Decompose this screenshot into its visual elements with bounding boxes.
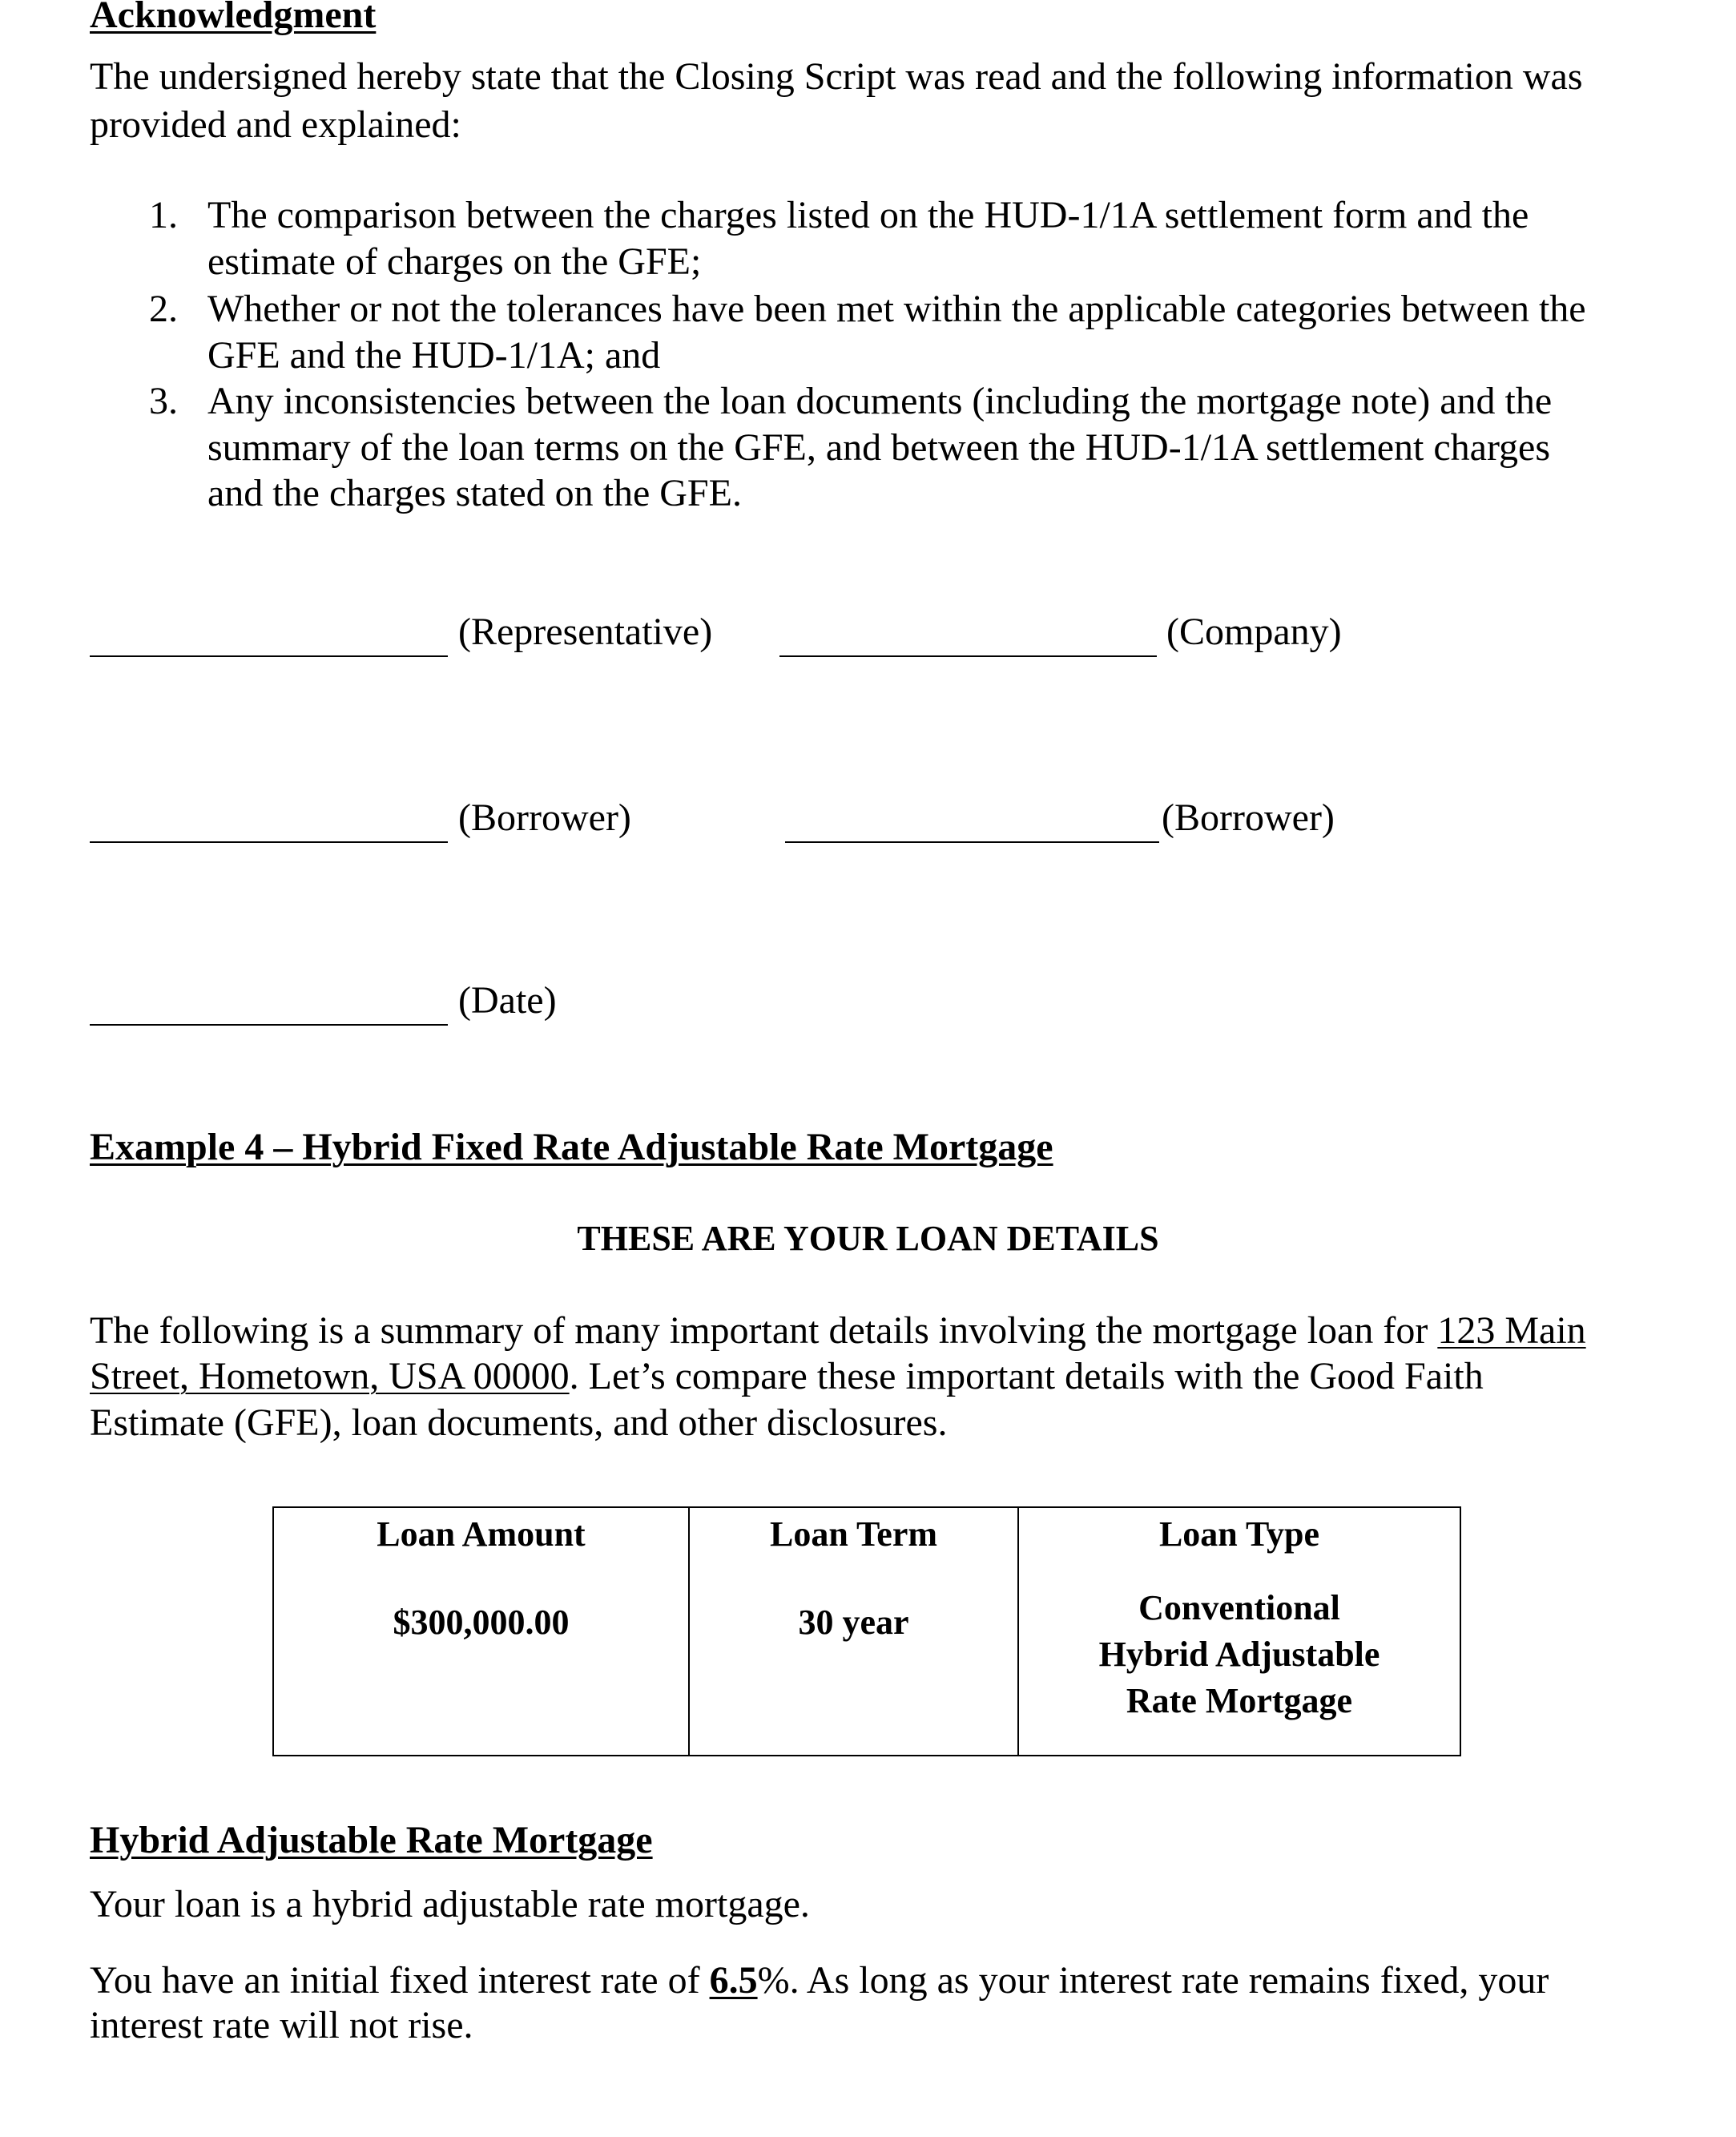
- list-item-line: GFE and the HUD-1/1A; and: [207, 334, 661, 377]
- list-item-line: estimate of charges on the GFE;: [207, 240, 702, 283]
- borrower-label-2: (Borrower): [1162, 796, 1335, 839]
- summary-line: [90, 1308, 1586, 1354]
- loan-term-header: Loan Term: [769, 1514, 938, 1554]
- acknowledgment-heading: Acknowledgment: [90, 0, 377, 36]
- list-number: 1.: [149, 194, 178, 236]
- interest-rate: 6.5: [709, 1959, 758, 2002]
- loan-amount-cell: [273, 1507, 689, 1756]
- rate-line: [90, 1958, 1549, 2004]
- summary-line: [90, 1353, 1484, 1400]
- list-item-line: summary of the loan terms on the GFE, and between the HUD-1/1A settlement charges: [207, 426, 1551, 469]
- list-item-line: Any inconsistencies between the loan documents (including the mortgage note) and the: [207, 380, 1553, 422]
- borrower-signature-line[interactable]: [90, 841, 448, 843]
- rate-text: %. As long as your interest rate remains fixed, your: [757, 1959, 1549, 2002]
- loan-type-value: Conventional: [1138, 1588, 1340, 1627]
- loan-term-cell: [689, 1507, 1018, 1756]
- list-item-line: and the charges stated on the GFE.: [207, 472, 742, 514]
- summary-line: Estimate (GFE), loan documents, and other disclosures.: [90, 1401, 948, 1444]
- loan-amount-header: Loan Amount: [377, 1514, 586, 1554]
- example-heading: Example 4 – Hybrid Fixed Rate Adjustable Rate Mortgage: [90, 1126, 1053, 1168]
- hybrid-text: Your loan is a hybrid adjustable rate mortgage.: [90, 1883, 810, 1925]
- borrower-signature-line-2[interactable]: [785, 841, 1159, 843]
- date-label: (Date): [458, 979, 557, 1022]
- loan-details-title: THESE ARE YOUR LOAN DETAILS: [577, 1219, 1159, 1258]
- company-label: (Company): [1166, 611, 1342, 653]
- list-item-line: The comparison between the charges listed on the HUD-1/1A settlement form and the: [207, 194, 1529, 236]
- loan-amount-value: $300,000.00: [393, 1603, 570, 1642]
- list-item-line: Whether or not the tolerances have been met within the applicable categories between the: [207, 288, 1586, 330]
- summary-text: The following is a summary of many important details involving the mortgage loan for: [90, 1309, 1438, 1352]
- date-signature-line[interactable]: [90, 1024, 448, 1026]
- address: 123 Main: [1437, 1309, 1586, 1352]
- intro-line: provided and explained:: [90, 103, 461, 146]
- loan-details-table: [272, 1506, 1461, 1756]
- rate-line: interest rate will not rise.: [90, 2004, 473, 2046]
- company-signature-line[interactable]: [779, 655, 1157, 657]
- loan-type-value: Hybrid Adjustable: [1098, 1635, 1380, 1674]
- rate-text: You have an initial fixed interest rate of: [90, 1959, 710, 2002]
- loan-term-value: 30 year: [798, 1603, 909, 1642]
- loan-type-value: Rate Mortgage: [1126, 1681, 1353, 1720]
- hybrid-heading: Hybrid Adjustable Rate Mortgage: [90, 1819, 653, 1861]
- borrower-label: (Borrower): [458, 796, 631, 839]
- address: Street, Hometown, USA 00000: [90, 1355, 570, 1397]
- loan-type-header: Loan Type: [1158, 1514, 1320, 1554]
- list-number: 3.: [149, 380, 178, 422]
- list-number: 2.: [149, 288, 178, 330]
- loan-type-cell: [1018, 1507, 1460, 1756]
- representative-label: (Representative): [458, 611, 713, 653]
- representative-signature-line[interactable]: [90, 655, 448, 657]
- intro-line: The undersigned hereby state that the Closing Script was read and the following information was: [90, 55, 1583, 98]
- summary-text: . Let’s compare these important details with the Good Faith: [569, 1355, 1484, 1397]
